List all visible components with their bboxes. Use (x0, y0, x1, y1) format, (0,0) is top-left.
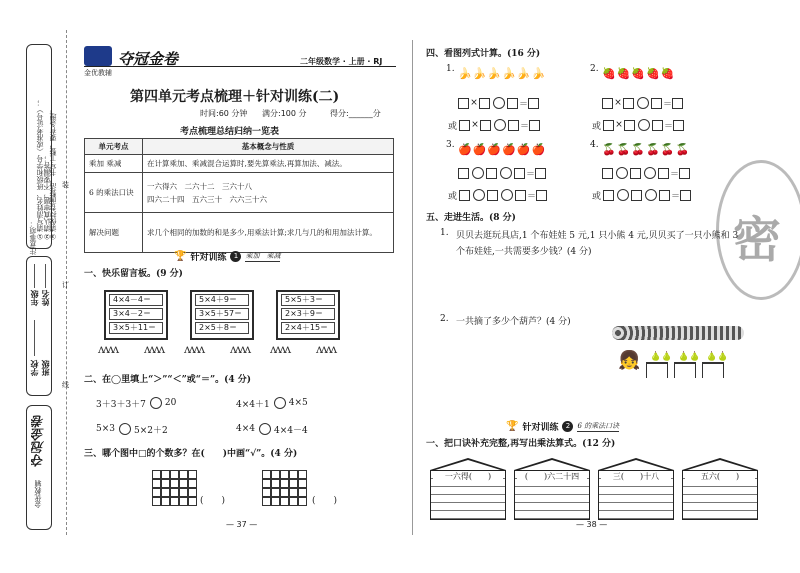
equation-row (592, 118, 685, 132)
col-desc: 基本概念与性质 (143, 139, 394, 155)
row-desc: 一六得六 二六十二 三六十八 四六二十四 五六三十 六六三十六 (143, 173, 394, 213)
operator-circle[interactable] (637, 97, 649, 109)
gourd-table (646, 362, 668, 378)
compare-right: 4×4－4 (274, 425, 308, 436)
or-label: 或 (448, 191, 458, 202)
banana-group (458, 62, 546, 81)
apple-group (458, 138, 546, 157)
q5-p2-num: 2. (440, 314, 449, 324)
answer-box[interactable] (659, 190, 670, 201)
equation-row (592, 188, 692, 202)
apple-icon: 🍎 (502, 143, 516, 156)
q3-title: 三、哪个图中□的个数多？在( )中画“√”。(4 分) (84, 449, 298, 459)
answer-box[interactable] (624, 120, 635, 131)
school-label: 学校 (30, 360, 39, 376)
equation-row (458, 166, 547, 180)
answer-box[interactable] (459, 190, 470, 201)
equation-field[interactable]: 3×5＋57＝ (195, 308, 249, 320)
overview-heading: 考点梳理总结归纳一览表 (180, 127, 280, 137)
overview-table (84, 138, 394, 253)
operator-circle[interactable] (472, 167, 484, 179)
cherry-icon: 🍒 (660, 143, 675, 156)
answer-box[interactable] (479, 98, 490, 109)
gourd-icon: 🍐🍐 (650, 352, 673, 362)
q4-num-1: 1. (446, 64, 455, 74)
training2-label: 针对训练 (522, 423, 559, 433)
compare-item (96, 396, 177, 410)
equals-sign: ＝ (527, 191, 537, 202)
cherry-icon: 🍒 (631, 143, 646, 156)
q4-num-3: 3. (446, 140, 455, 150)
notes-line-3: ③请保持卷面整洁，书写工整，要有条理。 (49, 106, 57, 240)
publisher-logo (84, 46, 112, 66)
header-brand: 夺冠金卷 (118, 50, 179, 68)
row-topic: 乘加 乘减 (85, 155, 143, 173)
answer-box[interactable] (515, 190, 526, 201)
operator-circle[interactable] (501, 189, 513, 201)
compare-circle[interactable] (150, 397, 162, 409)
apple-icon: 🍎 (531, 143, 546, 156)
equals-sign: ＝ (664, 121, 674, 132)
answer-box[interactable] (487, 190, 498, 201)
answer-box[interactable] (486, 168, 497, 179)
equals-sign: ＝ (520, 121, 530, 132)
answer-box[interactable] (658, 168, 669, 179)
notes-line-2: ②请认真审题，不要漏答； (43, 155, 51, 240)
answer-box[interactable] (458, 98, 469, 109)
answer-box[interactable] (508, 120, 519, 131)
name-label: 姓名 (41, 290, 50, 306)
grass-icon: ʌʌʌʌ (230, 342, 250, 356)
banana-icon: 🍌 (516, 67, 531, 80)
rhyme-field[interactable]: 三( )十八 (601, 471, 671, 482)
cherry-icon: 🍒 (646, 143, 660, 156)
rhyme-house (682, 458, 758, 520)
gourd-table (674, 362, 696, 378)
equation-row (602, 96, 684, 110)
times-sign: × (614, 98, 622, 108)
rhyme-house (430, 458, 506, 520)
rhyme-field[interactable]: 一六得( ) (433, 471, 503, 482)
answer-box[interactable] (679, 168, 690, 179)
notes-title: 注意事项： (29, 220, 37, 255)
training2-topic: 6 的乘法口诀 (577, 422, 620, 430)
row-desc: 在计算乘加、乘减混合运算时,要先算乘法,再算加法、减法。 (143, 155, 394, 173)
answer-box[interactable] (673, 120, 684, 131)
grass-icon: ʌʌʌʌ (98, 342, 118, 356)
exam-time: 时间:60 分钟 (200, 109, 248, 118)
equation-row (448, 118, 541, 132)
grade-label: 年级 (30, 290, 39, 306)
operator-circle[interactable] (473, 189, 485, 201)
trophy-icon: 🏆 (174, 251, 187, 262)
times-sign: × (615, 120, 623, 130)
equation-field[interactable]: 4×4－4＝ (109, 294, 163, 306)
page-title: 第四单元考点梳理＋针对训练(二) (130, 89, 340, 105)
q5-p1-line2: 个布娃娃,一共需要多少钱？(4 分) (456, 247, 592, 257)
banana-icon: 🍌 (502, 67, 516, 80)
training1-label: 针对训练 (190, 253, 227, 263)
compare-left: 5×3 (96, 424, 115, 434)
exam-score: 满分:100 分 (262, 109, 307, 118)
table-row (85, 173, 394, 213)
operator-circle[interactable] (638, 119, 650, 131)
grass-icon: ʌʌʌʌ (184, 342, 204, 356)
name-field[interactable] (45, 264, 46, 288)
operator-circle[interactable] (494, 119, 506, 131)
compare-circle[interactable] (259, 423, 271, 435)
apple-icon: 🍎 (516, 143, 531, 156)
answer-box[interactable] (459, 120, 470, 131)
equation-row (448, 188, 548, 202)
equation-field[interactable]: 2×3＋9＝ (281, 308, 335, 320)
rhyme-house (514, 458, 590, 520)
equals-sign: ＝ (671, 191, 681, 202)
gourd-vine-illustration (612, 326, 744, 388)
apple-icon: 🍎 (458, 143, 472, 156)
or-label: 或 (448, 121, 458, 132)
training2-num: 2 (562, 421, 573, 432)
q5-p1-line1: 贝贝去逛玩具店,1 个布娃娃 5 元,1 只小熊 4 元,贝贝买了一只小熊和 3 (456, 231, 739, 241)
strawberry-group (602, 62, 676, 81)
answer-box[interactable] (651, 98, 662, 109)
stamp-text: 密 (733, 212, 782, 268)
operator-circle[interactable] (616, 167, 628, 179)
q4-title: 四、看图列式计算。(16 分) (426, 49, 541, 59)
answer-box[interactable] (528, 98, 539, 109)
q1-title: 一、快乐留言板。(9 分) (84, 269, 183, 279)
book-info: 二年级数学 · 上册 · RJ (300, 57, 383, 66)
answer-box[interactable] (672, 98, 683, 109)
rhyme-house (598, 458, 674, 520)
q5-title: 五、走进生活。(8 分) (426, 213, 516, 223)
compare-circle[interactable] (274, 397, 286, 409)
banana-icon: 🍌 (458, 67, 472, 80)
table-header-row (85, 139, 394, 155)
grass-icon: ʌʌʌʌ (316, 342, 336, 356)
or-label: 或 (592, 191, 602, 202)
compare-item (236, 396, 309, 410)
answer-box[interactable] (631, 190, 642, 201)
equation-row (602, 166, 691, 180)
strawberry-icon: 🍓 (616, 67, 631, 80)
compare-left: 3＋3＋3＋7 (96, 399, 146, 410)
table-row (85, 155, 394, 173)
vine-band (612, 326, 744, 340)
q4-num-2: 2. (590, 64, 599, 74)
rhyme-field[interactable]: ( )六二十四 (517, 471, 587, 482)
training2-banner (506, 420, 619, 433)
equation-field[interactable]: 2×4＋15＝ (281, 322, 335, 334)
girl-icon: 👧 (618, 350, 641, 371)
page-number-right: — 38 — (576, 520, 608, 529)
answer-paren-a[interactable]: ( ) (200, 496, 226, 506)
row-desc: 求几个相同的加数的和是多少,用乘法计算;求几与几的和用加法计算。 (143, 213, 394, 253)
operator-circle[interactable] (493, 97, 505, 109)
trophy-icon: 🏆 (506, 421, 519, 432)
class-label: 班级 (41, 360, 50, 376)
times-sign: × (471, 120, 479, 130)
answer-box[interactable] (630, 168, 641, 179)
cherry-icon: 🍒 (675, 143, 690, 156)
school-field[interactable] (34, 320, 35, 356)
apple-icon: 🍎 (472, 143, 487, 156)
cut-mark-2: 订 (62, 281, 69, 289)
cherry-icon: 🍒 (616, 143, 631, 156)
equation-field[interactable]: 2×5＋8＝ (195, 322, 249, 334)
cherry-icon: 🍒 (602, 143, 616, 156)
operator-circle[interactable] (617, 189, 629, 201)
training1-banner (174, 250, 280, 263)
rhyme-field[interactable]: 五六( ) (685, 471, 755, 482)
answer-box[interactable] (603, 190, 614, 201)
strawberry-icon: 🍓 (631, 67, 646, 80)
answer-box[interactable] (507, 98, 518, 109)
equation-row (458, 96, 540, 110)
message-board-2 (190, 290, 254, 340)
answer-box[interactable] (535, 168, 546, 179)
sidebar-brand: 夺冠金卷 (32, 415, 47, 467)
grass-icon: ʌʌʌʌ (270, 342, 290, 356)
row-topic: 6 的乘法口诀 (85, 173, 143, 213)
operator-circle[interactable] (500, 167, 512, 179)
answer-box[interactable] (680, 190, 691, 201)
operator-circle[interactable] (645, 189, 657, 201)
gourd-icon: 🍐🍐 (678, 352, 701, 362)
equation-field[interactable]: 5×5＋3＝ (281, 294, 335, 306)
answer-paren-b[interactable]: ( ) (312, 496, 338, 506)
compare-item (236, 422, 309, 436)
cut-mark-1: 装 (62, 181, 69, 189)
banana-icon: 🍌 (487, 67, 502, 80)
q6-title: 一、把口诀补充完整,再写出乘法算式。(12 分) (426, 439, 616, 449)
answer-box[interactable] (602, 98, 613, 109)
cherry-group (602, 138, 690, 157)
answer-box[interactable] (514, 168, 525, 179)
square-grid-a (152, 470, 197, 506)
operator-circle[interactable] (644, 167, 656, 179)
q5-p1-num: 1. (440, 228, 449, 238)
strawberry-icon: 🍓 (646, 67, 660, 80)
exam-got[interactable]: 得分:______分 (330, 109, 381, 118)
answer-box[interactable] (529, 120, 540, 131)
banana-icon: 🍌 (531, 67, 546, 80)
compare-right: 5×2＋2 (134, 425, 168, 436)
message-board-3 (276, 290, 340, 340)
compare-circle[interactable] (119, 423, 131, 435)
training1-topic: 乘加 乘减 (245, 252, 281, 260)
sidebar-publisher: 金优教辅 (34, 480, 42, 508)
gourd-table (702, 362, 724, 378)
compare-item (96, 422, 169, 436)
square-grid-b (262, 470, 307, 506)
table-row (85, 213, 394, 253)
answer-box[interactable] (536, 190, 547, 201)
strawberry-icon: 🍓 (602, 67, 616, 80)
page-divider (412, 40, 413, 535)
equals-sign: ＝ (519, 99, 529, 110)
compare-left: 4×4＋1 (236, 399, 270, 410)
equation-field[interactable]: 5×4＋9＝ (195, 294, 249, 306)
page-number-left: — 37 — (226, 520, 258, 529)
answer-box[interactable] (458, 168, 469, 179)
message-board-1 (104, 290, 168, 340)
strawberry-icon: 🍓 (660, 67, 675, 80)
publisher-name: 金优教辅 (84, 69, 112, 77)
answer-box[interactable] (480, 120, 491, 131)
answer-box[interactable] (603, 120, 614, 131)
cut-mark-3: 线 (62, 381, 69, 389)
row-topic: 解决问题 (85, 213, 143, 253)
binding-margin (22, 30, 80, 535)
gourd-icon: 🍐🍐 (706, 352, 729, 362)
equals-sign: ＝ (663, 99, 673, 110)
notes-line-1: ①请写清姓名、班级和学号（或准考证号）； (36, 99, 44, 240)
apple-icon: 🍎 (487, 143, 502, 156)
grass-icon: ʌʌʌʌ (144, 342, 164, 356)
q2-title: 二、在◯里填上“＞”“＜”或“＝”。(4 分) (84, 375, 252, 385)
compare-left: 4×4 (236, 424, 255, 434)
q4-num-4: 4. (590, 140, 599, 150)
col-topic: 单元考点 (85, 139, 143, 155)
equals-sign: ＝ (670, 169, 680, 180)
answer-box[interactable] (623, 98, 634, 109)
banana-icon: 🍌 (472, 67, 487, 80)
compare-right: 20 (164, 398, 177, 408)
answer-box[interactable] (602, 168, 613, 179)
times-sign: × (470, 98, 478, 108)
training1-num: 1 (230, 251, 241, 262)
or-label: 或 (592, 121, 602, 132)
q5-p2-text: 一共摘了多少个葫芦？(4 分) (456, 317, 571, 327)
grade-field[interactable] (34, 264, 35, 288)
answer-box[interactable] (652, 120, 663, 131)
equation-field[interactable]: 3×4－2＝ (109, 308, 163, 320)
equals-sign: ＝ (526, 169, 536, 180)
compare-right: 4×5 (288, 398, 308, 408)
equation-field[interactable]: 3×5＋11＝ (109, 322, 163, 334)
